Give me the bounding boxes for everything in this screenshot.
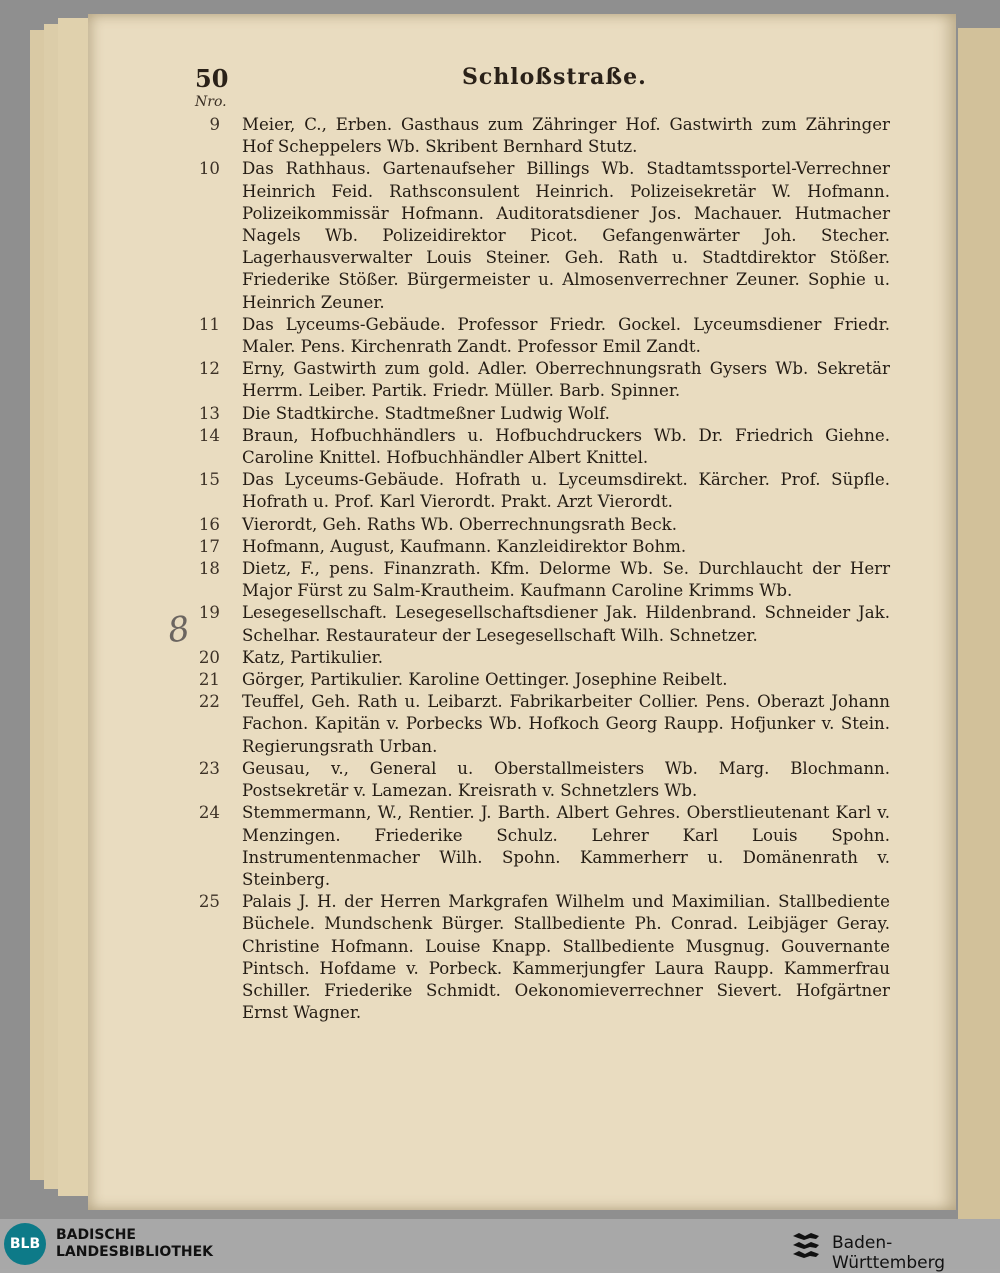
entry-text: Görger, Partikulier. Karoline Oettinger. Josephine Reibelt. [242, 670, 728, 690]
house-number: 20 [198, 647, 220, 667]
entry-text: Geusau, v., General u. Oberstallmeisters Wb. Marg. Blochmann. Postsekretär v. Lamezan. Kreisrath v. Schnetzlers Wb. [242, 758, 890, 801]
address-entry [190, 669, 890, 691]
viewer-footer [0, 1219, 1000, 1273]
address-entry [190, 514, 890, 536]
house-number: 14 [198, 425, 220, 445]
house-number: 10 [198, 159, 220, 179]
entry-text: Erny, Gastwirth zum gold. Adler. Oberrechnungsrath Gysers Wb. Sekretär Herrm. Leiber. Partik. Friedr. Müller. Barb. Spinner. [242, 359, 890, 401]
logo-text: BLB [9, 1236, 41, 1252]
entry-text: Stemmermann, W., Rentier. J. Barth. Albert Gehres. Oberstlieutenant Karl v. Menzingen. Friederike Schulz. Lehrer Karl Louis Spohn. Instrumentenmacher Wilh. Spohn. Kammerherr u. Domänenrath v. Steinberg. [242, 803, 890, 889]
house-number: 21 [198, 670, 220, 690]
house-number: 9 [209, 115, 220, 134]
address-entries [190, 114, 890, 1024]
library-name-line2: LANDESBIBLIOTHEK [56, 1244, 214, 1260]
address-entry [190, 425, 890, 469]
running-title: Schloßstraße. [462, 64, 647, 90]
baden-wuerttemberg-crest-icon [790, 1228, 822, 1260]
house-number: 25 [198, 892, 220, 912]
page-number: 50 [195, 64, 229, 93]
entry-text: Meier, C., Erben. Gasthaus zum Zähringer Hof. Gastwirth zum Zähringer Hof Scheppelers Wb. Skribent Bernhard Stutz. [242, 115, 890, 157]
pencil-annotation: 8 [165, 608, 193, 652]
address-entry [190, 158, 890, 313]
house-number: 23 [198, 758, 220, 778]
entry-text: Lesegesellschaft. Lesegesellschaftsdiener Jak. Hildenbrand. Schneider Jak. Schelhar. Restaurateur der Lesegesellschaft Wilh. Schnetzer. [242, 603, 890, 645]
house-number: 11 [198, 314, 220, 334]
address-entry [190, 758, 890, 802]
house-number: 15 [198, 470, 220, 490]
nro-label: Nro. [195, 94, 227, 110]
entry-text: Braun, Hofbuchhändlers u. Hofbuchdruckers Wb. Dr. Friedrich Giehne. Caroline Knittel. Hofbuchhändler Albert Knittel. [242, 425, 890, 468]
facing-page-edge [958, 28, 1000, 1219]
library-name-line1: BADISCHE [56, 1227, 136, 1243]
entry-text: Das Lyceums-Gebäude. Professor Friedr. Gockel. Lyceumsdiener Friedr. Maler. Pens. Kirchenrath Zandt. Professor Emil Zandt. [242, 314, 890, 357]
house-number: 22 [198, 692, 220, 712]
address-entry [190, 469, 890, 513]
entry-text: Hofmann, August, Kaufmann. Kanzleidirektor Bohm. [242, 536, 687, 556]
address-entry [190, 314, 890, 358]
address-entry [190, 691, 890, 758]
house-number: 16 [198, 514, 220, 534]
address-entry [190, 358, 890, 402]
entry-text: Vierordt, Geh. Raths Wb. Oberrechnungsrath Beck. [242, 514, 677, 534]
house-number: 24 [198, 803, 220, 823]
house-number: 19 [198, 603, 220, 623]
state-name[interactable]: Baden-Württemberg [832, 1233, 946, 1273]
address-entry [190, 114, 890, 158]
entry-text: Palais J. H. der Herren Markgrafen Wilhelm und Maximilian. Stallbediente Büchele. Mundschenk Bürger. Stallbediente Ph. Conrad. Leibjäger Geray. Christine Hofmann. Louise Knapp. Stallbediente Musgnug. Gouvernante Pintsch. Hofdame v. Porbeck. Kammerjungfer Laura Raupp. Kammerfrau Schiller. Friederike Schmidt. Oekonomieverrechner Sievert. Hofgärtner Ernst Wagner. [242, 892, 890, 1023]
address-entry [190, 558, 890, 602]
entry-text: Die Stadtkirche. Stadtmeßner Ludwig Wolf. [242, 403, 610, 423]
house-number: 17 [198, 536, 220, 556]
address-entry [190, 647, 890, 669]
address-entry [190, 891, 890, 1024]
address-entry [190, 403, 890, 425]
address-entry [190, 536, 890, 558]
entry-text: Dietz, F., pens. Finanzrath. Kfm. Delorme Wb. Se. Durchlaucht der Herr Major Fürst zu Salm-Krautheim. Kaufmann Caroline Krimms Wb. [242, 559, 890, 601]
blb-logo[interactable] [4, 1223, 46, 1265]
library-name[interactable] [56, 1227, 213, 1261]
entry-text: Das Lyceums-Gebäude. Hofrath u. Lyceumsdirekt. Kärcher. Prof. Süpfle. Hofrath u. Prof. Karl Vierordt. Prakt. Arzt Vierordt. [242, 470, 890, 512]
entry-text: Katz, Partikulier. [242, 647, 384, 667]
address-entry [190, 602, 890, 646]
entry-text: Das Rathhaus. Gartenaufseher Billings Wb. Stadtamtssportel-Verrechner Heinrich Feid. Rathsconsulent Heinrich. Polizeisekretär W. Hofmann. Polizeikommissär Hofmann. Auditoratsdiener Jos. Machauer. Hutmacher Nagels Wb. Polizeidirektor Picot. Gefangenwärter Joh. Stecher. Lagerhausverwalter Louis Steiner. Geh. Rath u. Stadtdirektor Stößer. Friederike Stößer. Bürgermeister u. Almosenverrechner Zeuner. Sophie u. Heinrich Zeuner. [242, 159, 890, 312]
house-number: 12 [198, 359, 220, 379]
house-number: 18 [198, 559, 220, 579]
address-entry [190, 802, 890, 891]
house-number: 13 [198, 403, 220, 423]
entry-text: Teuffel, Geh. Rath u. Leibarzt. Fabrikarbeiter Collier. Pens. Oberazt Johann Fachon. Kapitän v. Porbecks Wb. Hofkoch Georg Raupp. Hofjunker v. Stein. Regierungsrath Urban. [242, 692, 890, 756]
